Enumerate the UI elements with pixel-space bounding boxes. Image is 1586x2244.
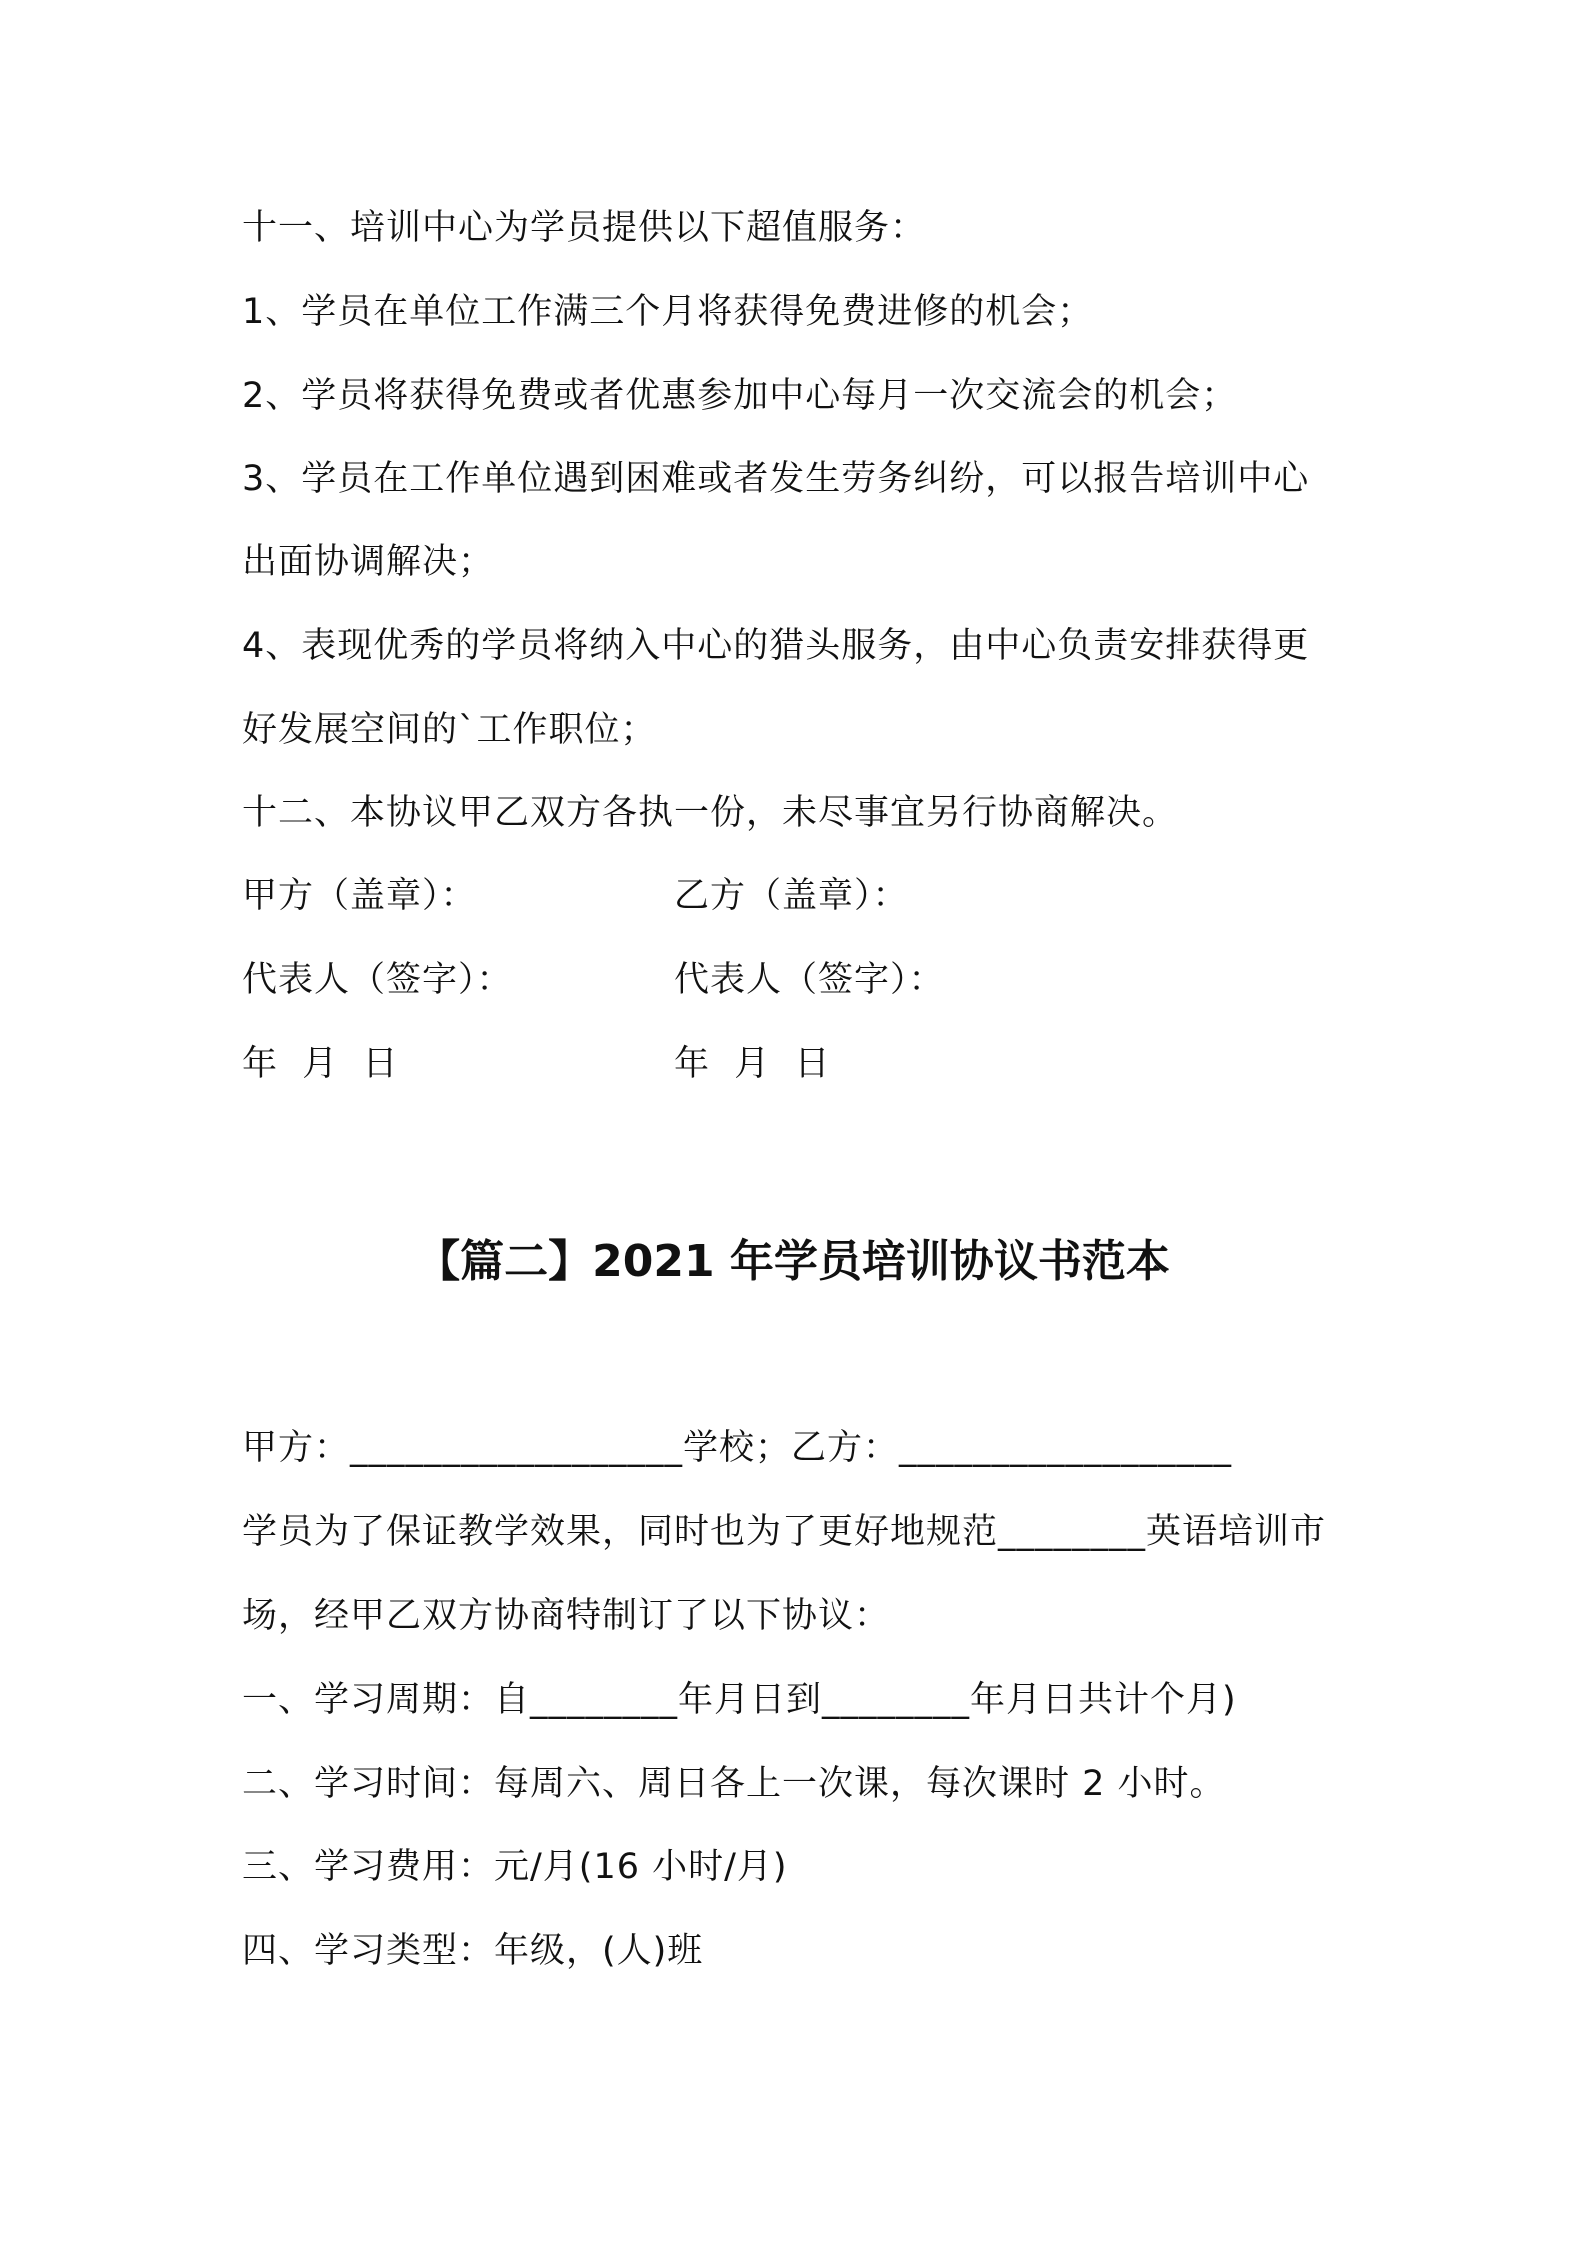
parties-line: 甲方：__________________学校；乙方：__________________ xyxy=(242,1428,1233,1468)
clause-11-heading: 十一、培训中心为学员提供以下超值服务： xyxy=(242,208,927,248)
term-study-fee: 三、学习费用：元/月(16 小时/月) xyxy=(242,1847,788,1887)
service-item-4-line-1: 4、表现优秀的学员将纳入中心的猎头服务，由中心负责安排获得更 xyxy=(242,626,1310,666)
party-a-seal-label: 甲方（盖章）： xyxy=(242,876,477,916)
clause-12: 十二、本协议甲乙双方各执一份，未尽事宜另行协商解决。 xyxy=(242,793,1179,833)
section-2-title: 【篇二】2021 年学员培训协议书范本 xyxy=(416,1236,1170,1287)
service-item-4-line-2: 好发展空间的`工作职位； xyxy=(242,710,657,750)
term-study-type: 四、学习类型：年级，(人)班 xyxy=(242,1931,704,1971)
party-b-seal-label: 乙方（盖章）： xyxy=(674,876,909,916)
party-b-representative-label: 代表人（签字）： xyxy=(674,960,945,1000)
intro-line-1: 学员为了保证教学效果，同时也为了更好地规范________英语培训市 xyxy=(242,1512,1327,1552)
term-study-time: 二、学习时间：每周六、周日各上一次课，每次课时 2 小时。 xyxy=(242,1764,1226,1804)
party-a-date-label: 年 月 日 xyxy=(242,1044,399,1084)
service-item-1: 1、学员在单位工作满三个月将获得免费进修的机会； xyxy=(242,292,1094,332)
intro-line-2: 场，经甲乙双方协商特制订了以下协议： xyxy=(242,1596,891,1636)
term-study-period: 一、学习周期：自________年月日到________年月日共计个月) xyxy=(242,1680,1237,1720)
party-a-representative-label: 代表人（签字）： xyxy=(242,960,513,1000)
service-item-3-line-1: 3、学员在工作单位遇到困难或者发生劳务纠纷，可以报告培训中心 xyxy=(242,459,1310,499)
service-item-2: 2、学员将获得免费或者优惠参加中心每月一次交流会的机会； xyxy=(242,376,1238,416)
party-b-date-label: 年 月 日 xyxy=(674,1044,831,1084)
service-item-3-line-2: 出面协调解决； xyxy=(242,542,495,582)
